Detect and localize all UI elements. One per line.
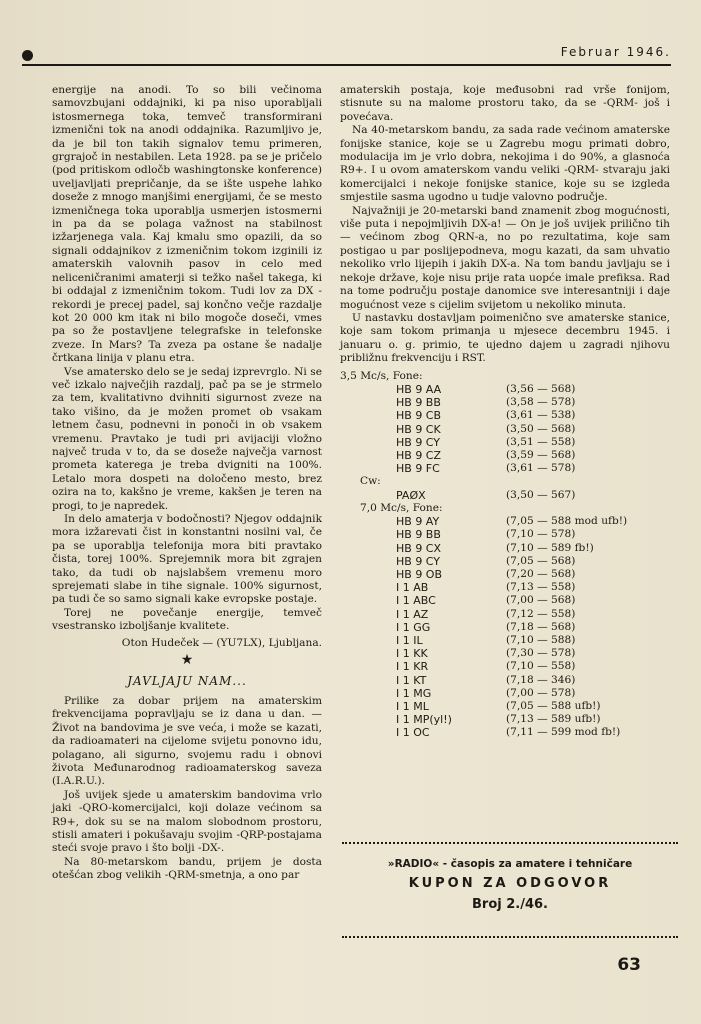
left-column (52, 84, 322, 883)
station-row (340, 700, 670, 713)
station-frequency: (3,51 — 558) (506, 435, 576, 448)
station-frequency: (3,61 — 538) (506, 409, 576, 422)
station-callsign: I 1 AZ (396, 607, 429, 621)
coupon-publisher: »RADIO« - časopis za amatere i tehničare (387, 858, 633, 870)
station-frequency: (7,18 — 346) (506, 673, 576, 686)
station-callsign: HB 9 CB (396, 409, 442, 423)
station-callsign: I 1 KT (396, 673, 427, 687)
station-row (340, 608, 670, 621)
station-callsign: HB 9 CY (396, 435, 441, 449)
station-callsign: HB 9 OB (396, 568, 443, 581)
station-callsign: I 1 KK (396, 647, 428, 661)
station-row (340, 713, 670, 726)
header-rule (22, 64, 671, 66)
section-title: JAVLJAJU NAM... (127, 674, 247, 689)
station-row (340, 542, 670, 555)
station-callsign: HB 9 CY (396, 554, 441, 568)
station-row (340, 594, 670, 607)
cw-title: Cw: (360, 475, 381, 488)
station-callsign: HB 9 CZ (396, 448, 442, 462)
station-row (340, 687, 670, 700)
station-row (340, 449, 670, 462)
station-frequency: (3,56 — 568) (506, 382, 576, 395)
station-frequency: (7,18 — 568) (506, 620, 576, 633)
station-row (340, 515, 670, 528)
station-callsign: I 1 KR (396, 660, 429, 674)
left-paragraph-7: Na 80-metarskom bandu, prijem je dosta otešćan zbog velikih -QRM-smetnja, a ono par (52, 855, 322, 882)
station-row (340, 489, 670, 502)
station-frequency: (7,12 — 558) (506, 607, 576, 620)
separator-star-icon: ★ (180, 652, 194, 669)
right-paragraph-3: Najvažniji je 20-metarski band znamenit zbog mogućnosti, više puta i nepojmljivih DX-a! — On je još uvijek prilično tih — većinom zbog QRN-a, no po rezultatima, koje sam postigao u par poslijepodneva, mogu kazati, da sam uhvatio nekoliko vrlo lijepih i jakih DX-a. Na tom bandu javljaju se i nekoje države, koje nisu prije rata uopće imale prefiksa. Rad na tome području postaje danomice sve interesantniji i daje mogućnost veze s cijelim svijetom u nekoliko minuta. (340, 204, 670, 311)
station-frequency: (7,00 — 578) (506, 686, 576, 699)
station-callsign: HB 9 AA (396, 382, 442, 396)
station-callsign: I 1 IL (396, 633, 423, 647)
station-frequency: (7,10 — 578) (506, 528, 576, 541)
right-paragraph-1: amaterskih postaja, koje međusobni rad vrše fonijom, stisnute su na malome prostoru tako, da se -QRM- još i povećava. (340, 84, 670, 123)
station-row (340, 674, 670, 687)
page-number: 63 (617, 955, 641, 975)
station-frequency: (3,61 — 578) (506, 462, 576, 475)
station-callsign: I 1 OC (396, 726, 430, 740)
station-row (340, 409, 670, 422)
station-row (340, 462, 670, 475)
station-callsign: HB 9 CK (396, 422, 441, 436)
right-column (340, 84, 670, 739)
station-frequency: (7,05 — 588 ufb!) (506, 699, 601, 712)
station-callsign: HB 9 BB (396, 528, 441, 542)
station-callsign: I 1 ABC (396, 594, 436, 608)
station-frequency: (7,30 — 578) (506, 647, 576, 660)
station-row (340, 383, 670, 396)
band-title: 7,0 Mc/s, Fone: (360, 501, 443, 514)
right-paragraph-4: U nastavku dostavljam poimenično sve amaterske stanice, koje sam tokom primanja u mjesece decembru 1945. i januaru o. g. primio, te ujedno dajem u zagradi njihovu približnu frekvenciju i RST. (340, 311, 670, 365)
station-frequency: (7,20 — 568) (506, 568, 576, 580)
left-paragraph-3: In delo amaterja v bodočnosti? Njegov oddajnik mora izžarevati čist in konstantni nosilni val, če pa se uporablja telefonija mora biti pravtako čista, torej 100%. Sprejemnik mora bit zgrajen tako, da tudi ob najslabšem vremenu moro sprejemati slabe in tihe signale. 100% sigurnost, pa tudi če so samo signali kake evropske postaje. (52, 513, 322, 606)
right-paragraph-2: Na 40-metarskom bandu, za sada rade većinom amaterske fonijske stanice, koje se u Zagrebu mogu primati dobro, modulacija im je vrlo dobra, nekojima i do 90%, a glasnoća R9+. I u ovom amaterskom vandu veliki -QRM- stvaraju jaki komercijalci i nekoje fonijske stanice, koje su se izgleda smjestile sasma ugodno u tudje valovno područje. (340, 124, 670, 204)
station-callsign: I 1 MG (396, 686, 432, 700)
station-frequency: (7,10 — 589 fb!) (506, 541, 594, 554)
left-paragraph-6: Još uvijek sjede u amaterskim bandovima vrlo jaki -QRO-komercijalci, koji dolaze većinom sa R9+, dok su se na malom slobodnom prostoru, stisli amateri i pokušavaju svojim -QRP-postajama steći svoje pravo i što bolji -DX-. (52, 788, 322, 855)
station-callsign: HB 9 AY (396, 515, 440, 529)
left-paragraph-4: Torej ne povečanje energije, temveč vsestransko izboljšanje kvalitete. (52, 606, 322, 633)
station-row (340, 396, 670, 409)
header-bullet-icon (22, 50, 33, 61)
station-row (340, 634, 670, 647)
station-frequency: (3,50 — 568) (506, 422, 576, 435)
issue-date: Februar 1946. (560, 45, 671, 59)
station-frequency: (7,00 — 568) (506, 594, 576, 607)
left-paragraph-1: energije na anodi. To so bili večinoma samovzbujani oddajniki, ki pa niso uporabljali istosmernega toka, temveč transformirani izmenični tok na anodi oddajnika. Razumljivo je, da je bil ton takih signalov temu primeren, grgrajoč in nestabilen. Leta 1928. pa se je pričelo (pod pritiskom odločb washingtonske konference) uveljavljati prepričanje, da se ište uspehe lahko doseže z mnogo manjšimi energijami, če se mesto izmeničnega toka uporablja usmerjen istosmerni in pa da se polaga važnost na stabilnost izžarjenega vala. Kaj kmalu smo opazili, da so signali oddajnikov z izmeničnim tokom izginili iz amaterskih valovnih pasov in celo med neliceničranimi amaterji si težko našel takega, ki bi oddajal z izmeničnim tokom. Tudi lov za DX - rekordi je precej padel, saj končno večje razdalje kot 20 000 km itak ni bilo mogoče doseči, vmes pa so že postavljene telegrafske in telefonske zveze. In Mars? Ta zveza pa ostane še nadalje črtkana linija v planu etra. (52, 84, 322, 365)
station-frequency: (7,10 — 588) (506, 633, 576, 646)
station-row (340, 581, 670, 594)
station-frequency: (7,13 — 558) (506, 581, 576, 594)
station-callsign: I 1 ML (396, 699, 429, 713)
station-callsign: HB 9 BB (396, 396, 441, 410)
page-header (22, 44, 671, 68)
band-title: 3,5 Mc/s, Fone: (340, 369, 423, 382)
station-row (340, 660, 670, 673)
station-row (340, 726, 670, 739)
station-row (340, 423, 670, 436)
station-frequency: (7,05 — 568) (506, 554, 576, 567)
station-row (340, 568, 670, 581)
left-paragraph-2: Vse amatersko delo se je sedaj izprevrglo. Ni se več izkalo največjih razdalj, pač pa se je strmelo za tem, kvalitativno dvihniti sigurnost zveze na tako višino, da je možen promet ob vsakam letnem času, podnevni in ponoči in ob vsakem vremenu. Pravtako je tudi pri avijaciji vložno največ truda v to, da se doseže največja varnost prometa katerega je treba dvigniti na 100%. Letalo mora dospeti na določeno mesto, brez ozira na to, kakšno je vreme, kakšen je teren na progi, to je napredek. (52, 365, 322, 512)
band-3-5-list (340, 370, 670, 740)
station-frequency: (3,58 — 578) (506, 396, 576, 409)
station-frequency: (3,59 — 568) (506, 448, 576, 461)
station-frequency: (3,50 — 567) (506, 488, 576, 501)
station-row (340, 555, 670, 568)
station-frequency: (7,10 — 558) (506, 660, 576, 673)
coupon-title: KUPON ZA ODGOVOR (408, 876, 612, 891)
left-paragraph-5: Prilike za dobar prijem na amaterskim frekvencijama popravljaju se iz dana u dan. — Život na bandovima je sve veća, i može se kazati, da radioamateri na cijelome svijetu ponovno idu, polagano, ali sigurno, svojemu radu i obnovi života Međunarodnog radioamaterskog saveza (I.A.R.U.). (52, 694, 322, 788)
station-frequency: (7,13 — 589 ufb!) (506, 713, 601, 726)
station-row (340, 647, 670, 660)
station-callsign: PAØX (396, 488, 426, 502)
station-callsign: HB 9 CX (396, 541, 442, 555)
station-row (340, 528, 670, 541)
station-callsign: HB 9 FC (396, 462, 440, 476)
station-frequency: (7,05 — 588 mod ufb!) (506, 515, 628, 528)
reply-coupon (342, 842, 678, 938)
station-callsign: I 1 MP(yl!) (396, 713, 452, 727)
article-signature: Oton Hudeček — (YU7LX), Ljubljana. (121, 636, 322, 649)
station-row (340, 621, 670, 634)
station-callsign: I 1 GG (396, 620, 431, 634)
station-frequency: (7,11 — 599 mod fb!) (506, 726, 621, 739)
station-callsign: I 1 AB (396, 581, 429, 595)
coupon-number: Broj 2./46. (472, 897, 548, 912)
station-row (340, 436, 670, 449)
